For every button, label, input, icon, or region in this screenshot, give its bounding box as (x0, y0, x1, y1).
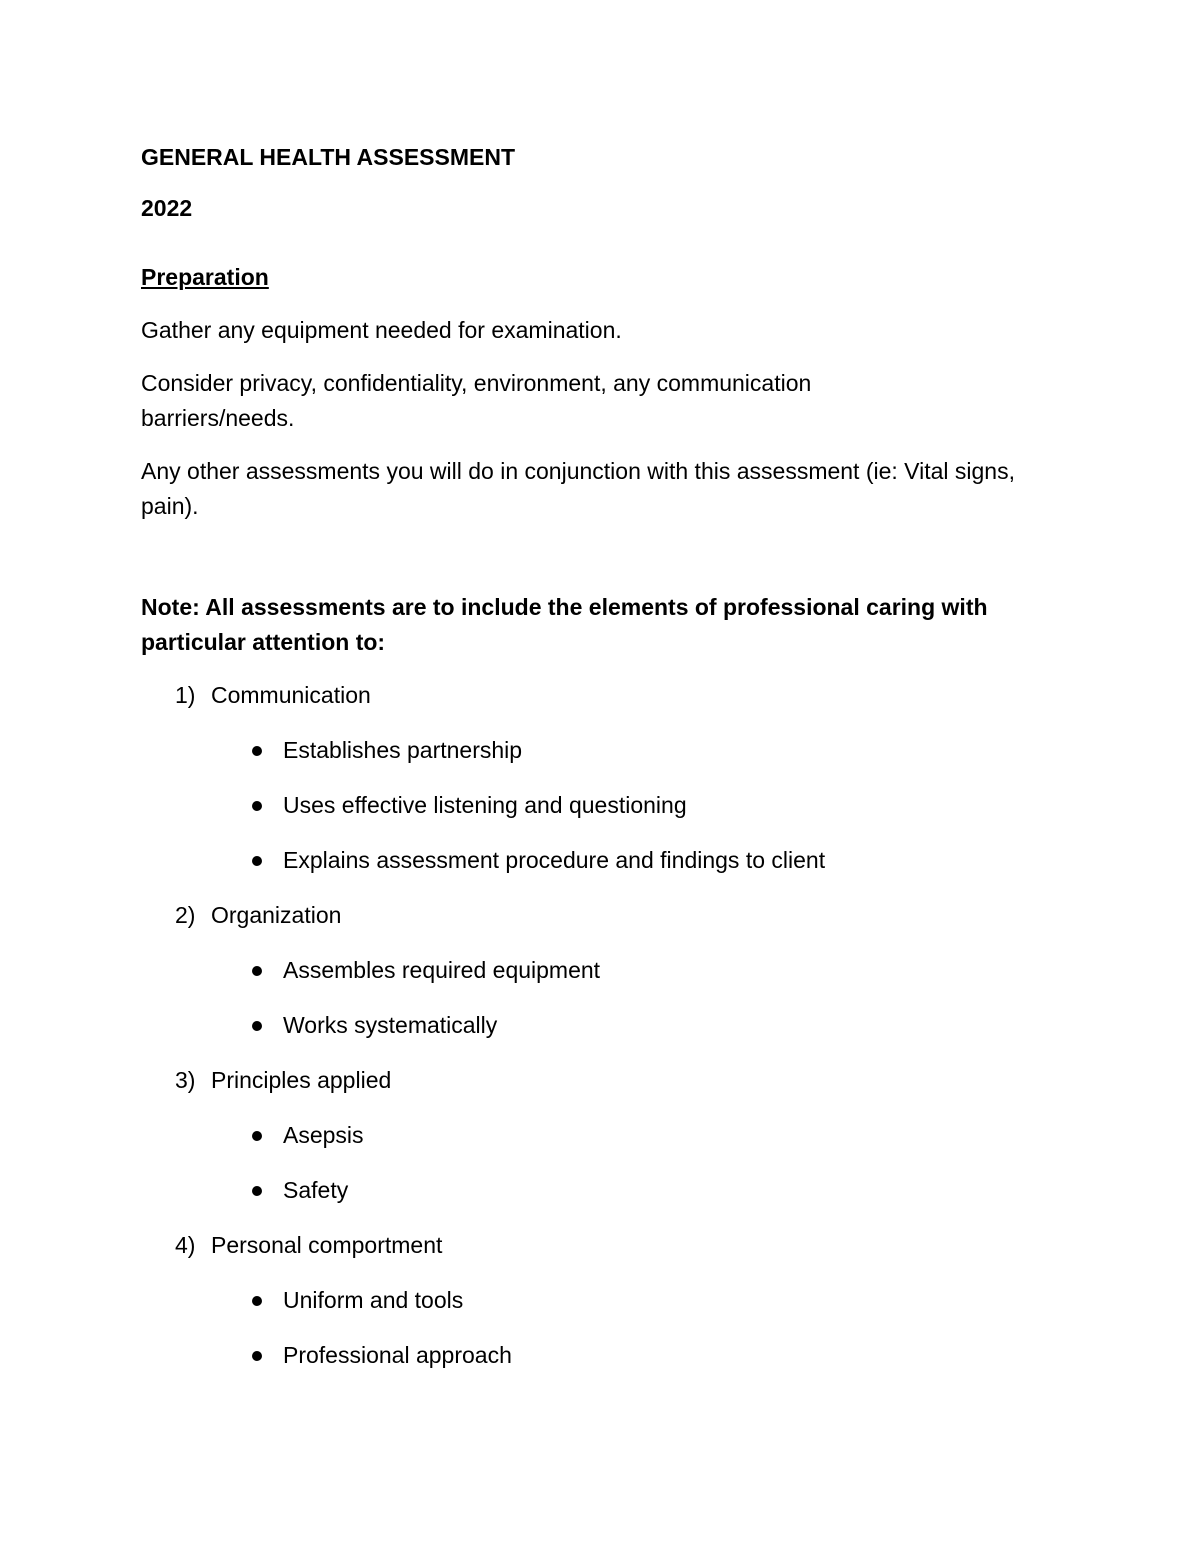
bullet-text: Assembles required equipment (283, 957, 601, 983)
bullet-dot-icon (252, 1296, 262, 1306)
bullet-dot-icon (252, 1021, 262, 1031)
element-bullet-list (141, 733, 1061, 878)
bullet-dot-icon (252, 1131, 262, 1141)
bullet-dot-icon (252, 1351, 262, 1361)
element-label: Communication (211, 682, 371, 708)
element-bullet-list (141, 1118, 1061, 1208)
bullet-dot-icon (252, 801, 262, 811)
bullet-text: Establishes partnership (283, 737, 523, 763)
bullet-item (141, 1008, 1061, 1043)
bullet-item (141, 1338, 1061, 1373)
bullet-dot-icon (252, 966, 262, 976)
element-item-organization (141, 898, 1061, 1043)
element-number: 3) (175, 1067, 196, 1093)
bullet-dot-icon (252, 856, 262, 866)
bullet-text: Professional approach (283, 1342, 512, 1368)
element-number: 2) (175, 902, 196, 928)
preparation-paragraph: Consider privacy, confidentiality, environment, any communication barriers/needs. (141, 370, 812, 431)
element-heading (141, 1228, 1061, 1263)
element-number: 1) (175, 682, 196, 708)
bullet-item (141, 1283, 1061, 1318)
bullet-item (141, 953, 1061, 988)
element-bullet-list (141, 953, 1061, 1043)
bullet-dot-icon (252, 1186, 262, 1196)
element-label: Organization (211, 902, 342, 928)
bullet-text: Uses effective listening and questioning (283, 792, 687, 818)
professional-caring-elements-list (141, 678, 1061, 1373)
element-item-communication (141, 678, 1061, 878)
bullet-text: Explains assessment procedure and findings to client (283, 847, 826, 873)
element-bullet-list (141, 1283, 1061, 1373)
document-title: GENERAL HEALTH ASSESSMENT (141, 144, 515, 170)
preparation-paragraph: Any other assessments you will do in conjunction with this assessment (ie: Vital signs, pain). (141, 458, 1015, 519)
bullet-item (141, 843, 1061, 878)
professional-caring-note: Note: All assessments are to include the elements of professional caring with particular attention to: (141, 594, 988, 655)
element-heading (141, 898, 1061, 933)
bullet-item (141, 1173, 1061, 1208)
bullet-text: Works systematically (283, 1012, 498, 1038)
bullet-item (141, 1118, 1061, 1153)
element-heading (141, 678, 1061, 713)
element-label: Principles applied (211, 1067, 392, 1093)
element-item-personal-comportment (141, 1228, 1061, 1373)
bullet-text: Asepsis (283, 1122, 364, 1148)
document-year: 2022 (141, 195, 193, 221)
preparation-heading: Preparation (141, 264, 269, 290)
element-heading (141, 1063, 1061, 1098)
bullet-dot-icon (252, 746, 262, 756)
element-item-principles-applied (141, 1063, 1061, 1208)
element-number: 4) (175, 1232, 196, 1258)
bullet-item (141, 733, 1061, 768)
preparation-paragraph: Gather any equipment needed for examination. (141, 317, 622, 343)
bullet-item (141, 788, 1061, 823)
bullet-text: Safety (283, 1177, 349, 1203)
bullet-text: Uniform and tools (283, 1287, 464, 1313)
element-label: Personal comportment (211, 1232, 443, 1258)
document-content (141, 140, 1061, 1393)
